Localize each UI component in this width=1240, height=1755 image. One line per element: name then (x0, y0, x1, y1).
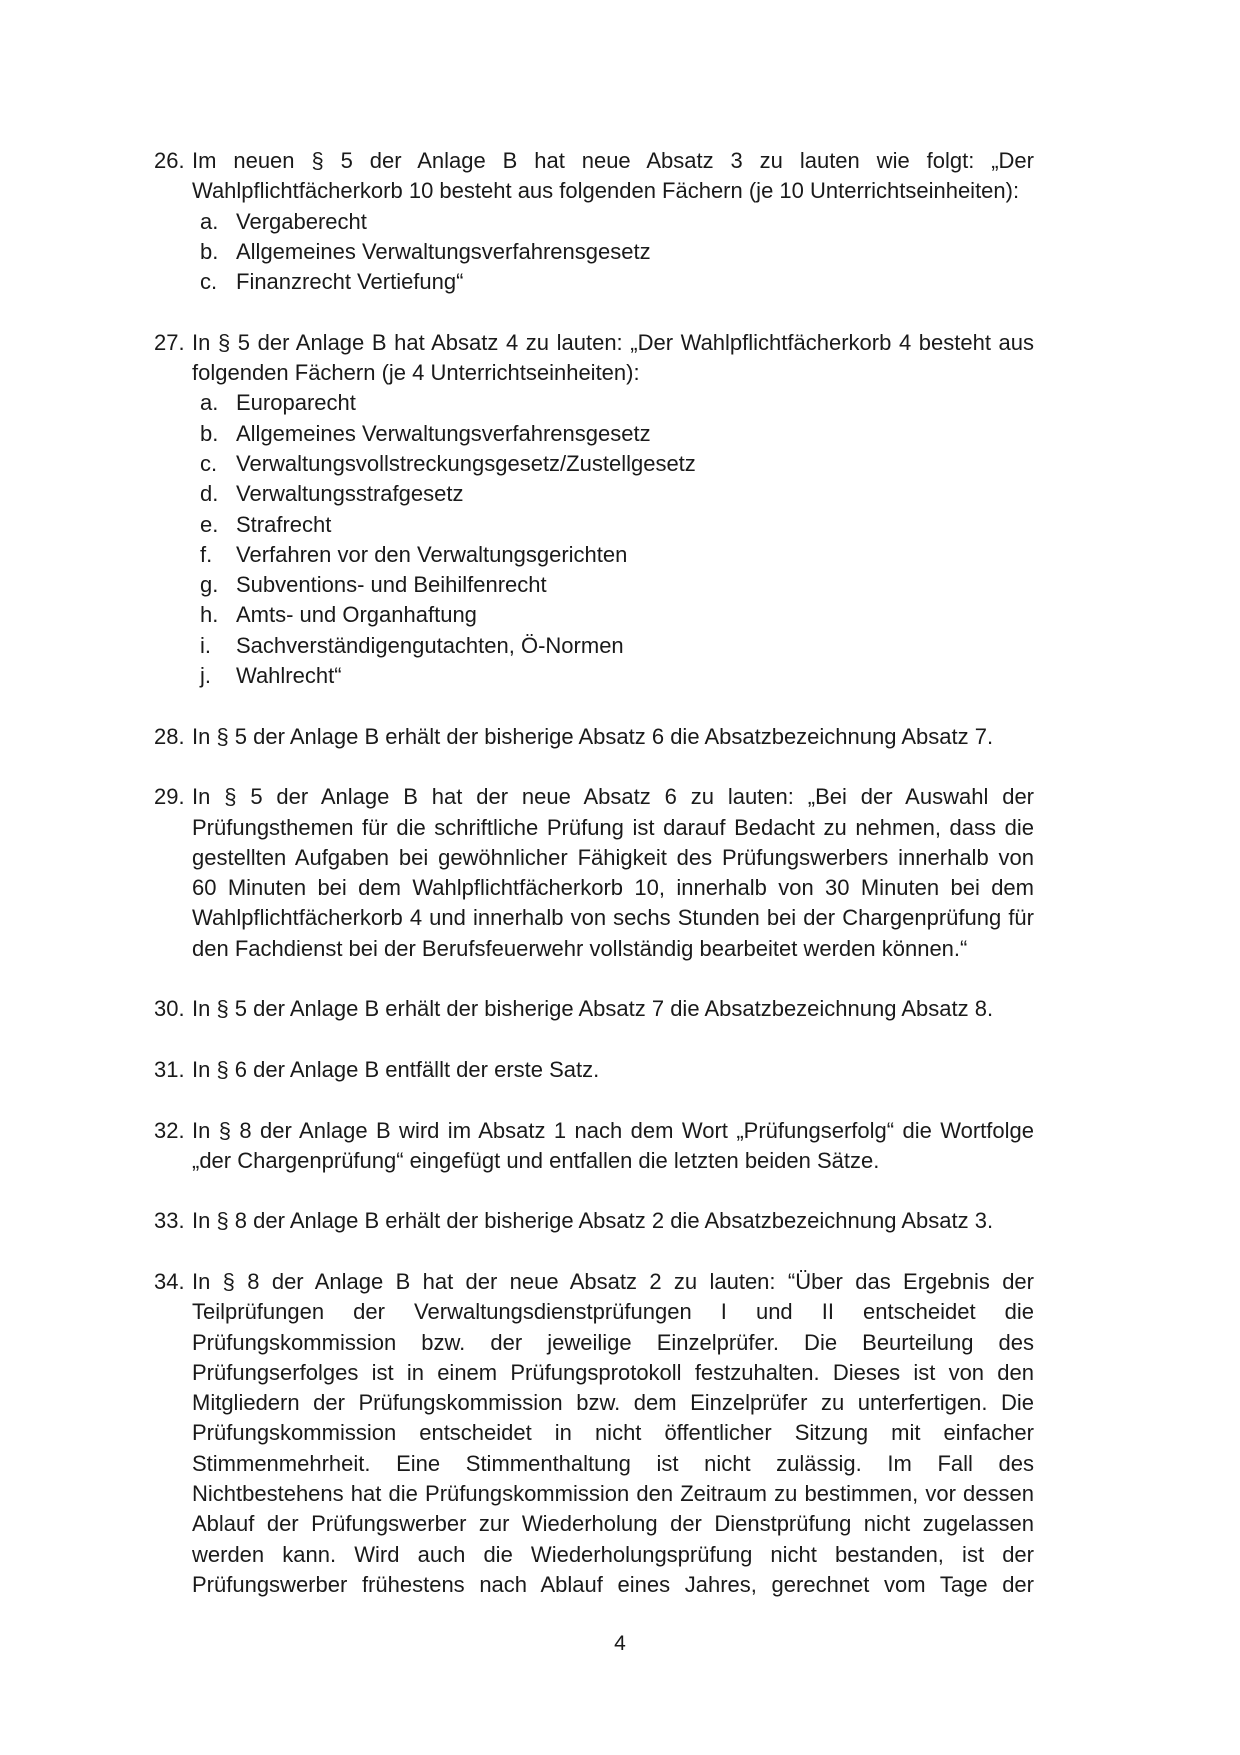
sub-item-letter: d. (200, 481, 219, 507)
list-item-32 (154, 1116, 1034, 1177)
sub-item (192, 631, 1034, 661)
item-text: In § 8 der Anlage B hat der neue Absatz 2 zu lauten: “Über das Ergebnis der Teilprüfungen der Verwaltungsdienstprüfungen I und II entscheidet die Prüfungskommission bzw. der jeweilige Einzelprüfer. Die Beurteilung des Prüfungserfolges ist in einem Prüfungsprotokoll festzuhalten. Dieses ist von den Mitgliedern der Prüfungskommission bzw. dem Einzelprüfer zu unterfertigen. Die Prüfungskommission entscheidet in nicht öffentlicher Sitzung mit einfacher Stimmenmehrheit. Eine Stimmenthaltung ist nicht zulässig. Im Fall des Nichtbestehens hat die Prüfungskommission den Zeitraum zu bestimmen, vor dessen Ablauf der Prüfungswerber zur Wiederholung der Dienstprüfung nicht zugelassen werden kann. Wird auch die Wiederholungsprüfung nicht bestanden, ist der Prüfungswerber frühestens nach Ablauf eines Jahres, gerechnet vom Tage der (192, 1268, 1034, 1597)
sub-item-text: Amts- und Organhaftung (236, 602, 477, 628)
sub-item (192, 207, 1034, 237)
item-text: In § 8 der Anlage B erhält der bisherige Absatz 2 die Absatzbezeichnung Absatz 3. (192, 1208, 994, 1234)
sub-item (192, 540, 1034, 570)
item-text: Im neuen § 5 der Anlage B hat neue Absatz 3 zu lauten wie folgt: „Der Wahlpflichtfächerkorb 10 besteht aus folgenden Fächern (je 10 Unterrichtseinheiten): (192, 148, 1034, 204)
sub-item-text: Verwaltungsvollstreckungsgesetz/Zustellgesetz (236, 450, 696, 476)
sub-item-text: Wahlrecht“ (236, 663, 342, 689)
sub-item-letter: i. (200, 632, 211, 658)
sub-item (192, 510, 1034, 540)
sub-item-text: Europarecht (236, 390, 356, 416)
sub-item-text: Strafrecht (236, 511, 332, 537)
item-text: In § 6 der Anlage B entfällt der erste Satz. (192, 1056, 600, 1082)
item-number: 27. (154, 329, 185, 355)
sub-item-text: Verfahren vor den Verwaltungsgerichten (236, 541, 628, 567)
sub-item (192, 570, 1034, 600)
sub-item-text: Allgemeines Verwaltungsverfahrensgesetz (236, 420, 651, 446)
item-number: 33. (154, 1208, 185, 1234)
item-text: In § 8 der Anlage B wird im Absatz 1 nach dem Wort „Prüfungserfolg“ die Wortfolge „der Chargenprüfung“ eingefügt und entfallen die letzten beiden Sätze. (192, 1117, 1034, 1173)
sub-item-text: Allgemeines Verwaltungsverfahrensgesetz (236, 238, 651, 264)
sub-item-letter: e. (200, 511, 219, 537)
sub-item-letter: f. (200, 541, 213, 567)
page-number: 4 (614, 1632, 626, 1655)
sub-item-letter: g. (200, 572, 219, 598)
document-body (154, 146, 1034, 1600)
list-item-28 (154, 722, 1034, 752)
sub-item (192, 267, 1034, 297)
list-item-34 (154, 1267, 1034, 1600)
sub-item (192, 237, 1034, 267)
sub-item (192, 479, 1034, 509)
item-number: 32. (154, 1117, 185, 1143)
list-item-33 (154, 1206, 1034, 1236)
list-item-26 (154, 146, 1034, 297)
sub-item-letter: b. (200, 420, 219, 446)
sub-item (192, 661, 1034, 691)
sub-item-text: Vergaberecht (236, 208, 367, 234)
item-number: 34. (154, 1268, 185, 1294)
list-item-31 (154, 1055, 1034, 1085)
item-text: In § 5 der Anlage B erhält der bisherige Absatz 7 die Absatzbezeichnung Absatz 8. (192, 996, 994, 1022)
list-item-27 (154, 328, 1034, 692)
sub-item-text: Finanzrecht Vertiefung“ (236, 269, 464, 295)
sublist (192, 388, 1034, 691)
list-item-29 (154, 782, 1034, 964)
sub-item-letter: j. (200, 663, 211, 689)
sub-item (192, 419, 1034, 449)
sub-item-letter: c. (200, 450, 218, 476)
list-item-30 (154, 994, 1034, 1024)
sub-item (192, 449, 1034, 479)
item-text: In § 5 der Anlage B erhält der bisherige Absatz 6 die Absatzbezeichnung Absatz 7. (192, 723, 994, 749)
sub-item-letter: a. (200, 208, 219, 234)
sub-item-letter: c. (200, 269, 218, 295)
sub-item (192, 388, 1034, 418)
sub-item-text: Sachverständigengutachten, Ö-Normen (236, 632, 624, 658)
item-number: 30. (154, 996, 185, 1022)
sub-item-text: Verwaltungsstrafgesetz (236, 481, 464, 507)
sub-item-letter: h. (200, 602, 219, 628)
item-number: 28. (154, 723, 185, 749)
sub-item-text: Subventions- und Beihilfenrecht (236, 572, 547, 598)
item-text: In § 5 der Anlage B hat Absatz 4 zu lauten: „Der Wahlpflichtfächerkorb 4 besteht aus folgenden Fächern (je 4 Unterrichtseinheiten): (192, 329, 1034, 386)
sub-item (192, 600, 1034, 630)
sub-item-letter: b. (200, 238, 219, 264)
sublist (192, 207, 1034, 298)
item-number: 29. (154, 784, 185, 810)
item-number: 31. (154, 1056, 185, 1082)
item-number: 26. (154, 148, 185, 173)
sub-item-letter: a. (200, 390, 219, 416)
item-text: In § 5 der Anlage B hat der neue Absatz 6 zu lauten: „Bei der Auswahl der Prüfungsthemen für die schriftliche Prüfung ist darauf Bedacht zu nehmen, dass die gestellten Aufgaben bei gewöhnlicher Fähigkeit des Prüfungswerbers innerhalb von 60 Minuten bei dem Wahlpflichtfächerkorb 10, innerhalb von 30 Minuten bei dem Wahlpflichtfächerkorb 4 und innerhalb von sechs Stunden bei der Chargenprüfung für den Fachdienst bei der Berufsfeuerwehr vollständig bearbeitet werden können.“ (192, 784, 1034, 961)
